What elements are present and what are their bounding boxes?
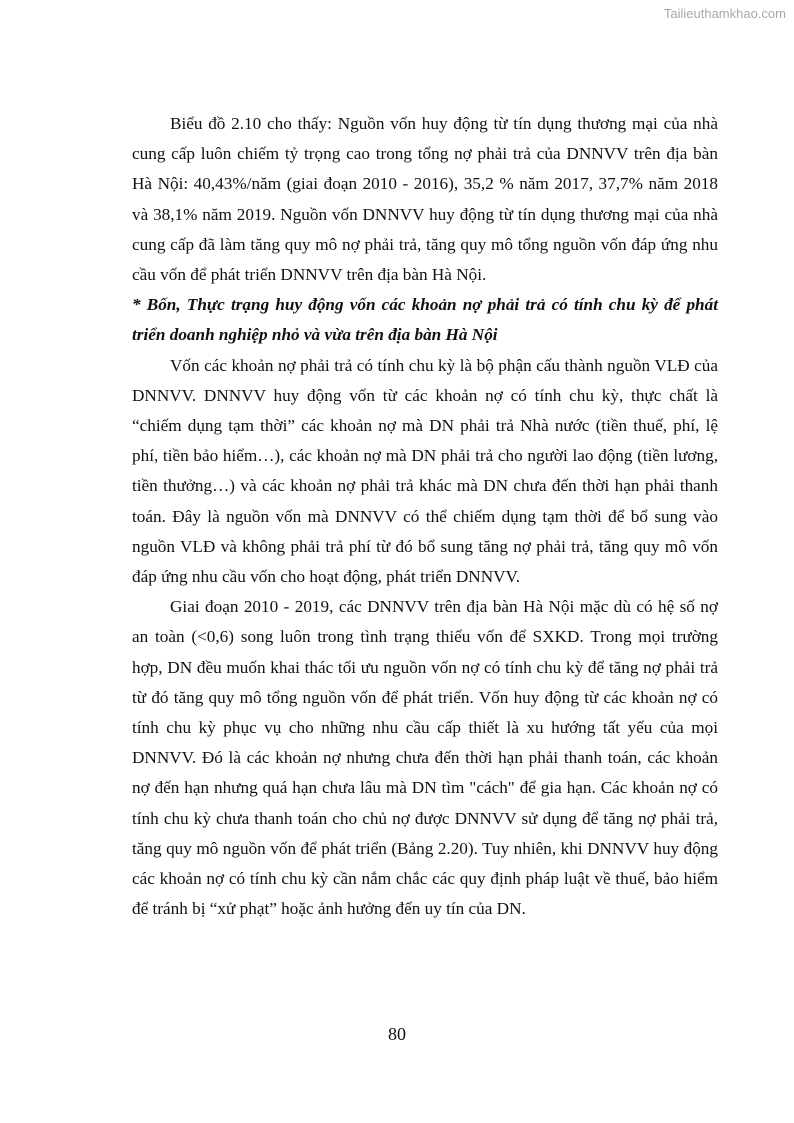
- paragraph-chart-summary: Biểu đồ 2.10 cho thấy: Nguồn vốn huy động từ tín dụng thương mại của nhà cung cấp luôn chiếm tỷ trọng cao trong tổng nợ phải trả của DNNVV trên địa bàn Hà Nội: 40,43%/năm (giai đoạn 2010 - 2016), 35,2 % năm 2017, 37,7% năm 2018 và 38,1% năm 2019. Nguồn vốn DNNVV huy động từ tín dụng thương mại của nhà cung cấp đã làm tăng quy mô nợ phải trả, tăng quy mô tổng nguồn vốn đáp ứng nhu cầu vốn để phát triển DNNVV trên địa bàn Hà Nội.: [132, 114, 718, 285]
- page-number: 80: [388, 1024, 406, 1044]
- document-body: [132, 109, 718, 924]
- section-heading: * Bốn, Thực trạng huy động vốn các khoản nợ phải trả có tính chu kỳ để phát triển doanh nghiệp nhỏ và vừa trên địa bàn Hà Nội: [132, 295, 718, 345]
- paragraph-cyclical-debt: Vốn các khoản nợ phải trả có tính chu kỳ là bộ phận cấu thành nguồn VLĐ của DNNVV. DNNVV huy động vốn từ các khoản nợ có tính chu kỳ, thực chất là “chiếm dụng tạm thời” các khoản nợ mà DN phải trả Nhà nước (tiền thuế, phí, lệ phí, tiền bảo hiểm…), các khoản nợ mà DN phải trả cho người lao động (tiền lương, tiền thưởng…) và các khoản nợ phải trả khác mà DN chưa đến thời hạn phải thanh toán. Đây là nguồn vốn mà DNNVV có thể chiếm dụng tạm thời để bổ sung vào nguồn VLĐ và không phải trả phí từ đó bổ sung tăng nợ phải trả, tăng quy mô vốn đáp ứng nhu cầu vốn cho hoạt động, phát triển DNNVV.: [132, 355, 718, 587]
- paragraph-period-analysis: Giai đoạn 2010 - 2019, các DNNVV trên địa bàn Hà Nội mặc dù có hệ số nợ an toàn (<0,6) song luôn trong tình trạng thiếu vốn để SXKD. Trong mọi trường hợp, DN đều muốn khai thác tối ưu nguồn vốn nợ có tính chu kỳ để tăng nợ phải trả từ đó tăng quy mô tổng nguồn vốn để phát triển. Vốn huy động từ các khoản nợ có tính chu kỳ phục vụ cho những nhu cầu cấp thiết là xu hướng tất yếu của mọi DNNVV. Đó là các khoản nợ nhưng chưa đến thời hạn phải thanh toán, các khoản nợ đến hạn nhưng quá hạn chưa lâu mà DN tìm "cách" để gia hạn. Các khoản nợ có tính chu kỳ chưa thanh toán cho chủ nợ được DNNVV sử dụng để tăng nợ phải trả, tăng quy mô nguồn vốn để phát triển (Bảng 2.20). Tuy nhiên, khi DNNVV huy động các khoản nợ có tính chu kỳ cần nắm chắc các quy định pháp luật về thuế, bảo hiểm để tránh bị “xử phạt” hoặc ảnh hưởng đến uy tín của DN.: [132, 597, 718, 919]
- watermark: Tailieuthamkhao.com: [663, 6, 786, 21]
